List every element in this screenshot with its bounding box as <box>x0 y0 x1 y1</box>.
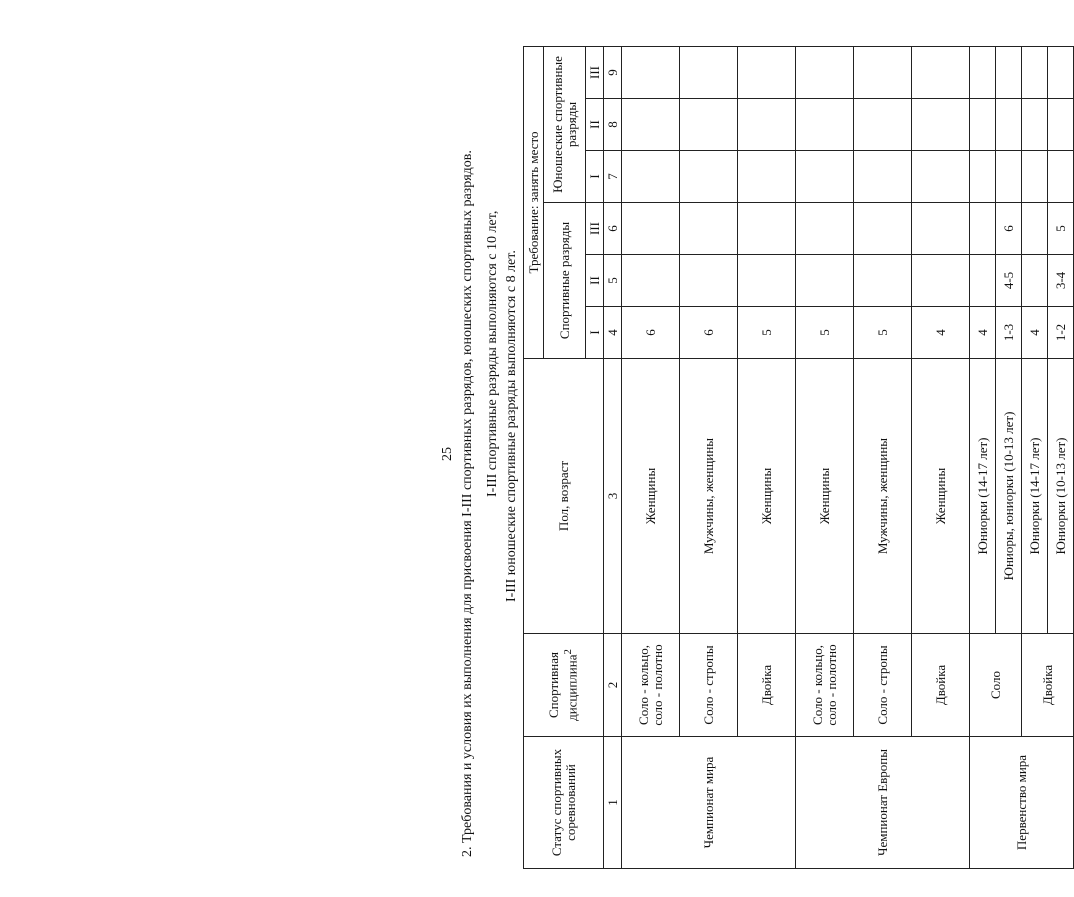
rank-II-cell <box>912 255 970 307</box>
column-number: 9 <box>604 46 622 98</box>
column-number: 1 <box>604 737 622 869</box>
rank-I-cell: 5 <box>796 307 854 359</box>
header-youth-rank-I: I <box>586 151 604 203</box>
rank-III-cell <box>970 203 996 255</box>
header-rank-III: III <box>586 203 604 255</box>
discipline-cell: Соло - стропы <box>680 634 738 737</box>
rank-III-cell <box>622 203 680 255</box>
rank-I-cell: 1-3 <box>996 307 1022 359</box>
status-cell: Первенство мира <box>970 737 1074 869</box>
rank-II-cell <box>970 255 996 307</box>
rank-III-cell <box>796 203 854 255</box>
sex-age-cell: Юниорки (14-17 лет) <box>1022 359 1048 634</box>
sex-age-cell: Женщины <box>622 359 680 634</box>
youth-rank-cell <box>970 46 996 98</box>
rank-I-cell: 4 <box>1022 307 1048 359</box>
rank-II-cell <box>622 255 680 307</box>
column-number: 3 <box>604 359 622 634</box>
youth-rank-cell <box>622 151 680 203</box>
rank-I-cell: 4 <box>912 307 970 359</box>
sex-age-cell: Женщины <box>738 359 796 634</box>
rank-III-cell <box>1022 203 1048 255</box>
rank-III-cell <box>854 203 912 255</box>
sex-age-cell: Юниорки (10-13 лет) <box>1048 359 1074 634</box>
status-cell: Чемпионат Европы <box>796 737 970 869</box>
rank-I-cell: 6 <box>680 307 738 359</box>
youth-rank-cell <box>622 46 680 98</box>
header-rank-I: I <box>586 307 604 359</box>
youth-rank-cell <box>970 151 996 203</box>
rank-III-cell: 6 <box>996 203 1022 255</box>
header-status: Статус спортивных соревнований <box>524 737 604 869</box>
youth-rank-cell <box>1022 46 1048 98</box>
youth-rank-cell <box>738 46 796 98</box>
discipline-cell: Двойка <box>738 634 796 737</box>
discipline-cell: Соло <box>970 634 1022 737</box>
table-row <box>970 46 996 868</box>
youth-rank-cell <box>996 151 1022 203</box>
header-requirement: Требование: занять место <box>524 46 544 358</box>
youth-rank-cell <box>738 99 796 151</box>
sex-age-cell: Женщины <box>796 359 854 634</box>
rank-III-cell: 5 <box>1048 203 1074 255</box>
rank-III-cell <box>738 203 796 255</box>
youth-rank-cell <box>1022 99 1048 151</box>
discipline-cell: Двойка <box>1022 634 1074 737</box>
header-rank-II: II <box>586 255 604 307</box>
rank-I-cell: 6 <box>622 307 680 359</box>
youth-rank-cell <box>1022 151 1048 203</box>
discipline-cell: Соло - стропы <box>854 634 912 737</box>
youth-rank-cell <box>854 151 912 203</box>
header-youth-ranks: Юношеские спортивные разряды <box>544 46 586 202</box>
rank-III-cell <box>912 203 970 255</box>
table-row <box>622 46 680 868</box>
youth-rank-cell <box>912 99 970 151</box>
rank-I-cell: 5 <box>854 307 912 359</box>
youth-rank-cell <box>680 151 738 203</box>
rank-II-cell <box>738 255 796 307</box>
youth-rank-cell <box>796 46 854 98</box>
youth-rank-cell <box>970 99 996 151</box>
youth-rank-cell <box>796 151 854 203</box>
sex-age-cell: Мужчины, женщины <box>680 359 738 634</box>
rank-II-cell <box>1022 255 1048 307</box>
discipline-cell: Двойка <box>912 634 970 737</box>
youth-rank-cell <box>912 46 970 98</box>
column-number: 5 <box>604 255 622 307</box>
discipline-cell: Соло - кольцо, соло - полотно <box>796 634 854 737</box>
table-row <box>796 46 854 868</box>
youth-rank-cell <box>796 99 854 151</box>
rank-II-cell: 3-4 <box>1048 255 1074 307</box>
header-sport-ranks: Спортивные разряды <box>544 203 586 359</box>
requirements-table <box>523 46 1074 869</box>
discipline-cell: Соло - кольцо, соло - полотно <box>622 634 680 737</box>
column-number: 7 <box>604 151 622 203</box>
youth-rank-cell <box>854 99 912 151</box>
youth-rank-cell <box>1048 151 1074 203</box>
heading-line-2: I-III спортивные разряды выполняются с 10 лет, <box>485 210 500 497</box>
youth-rank-cell <box>996 99 1022 151</box>
sex-age-cell: Юниоры, юниорки (10-13 лет) <box>996 359 1022 634</box>
youth-rank-cell <box>622 99 680 151</box>
rank-I-cell: 4 <box>970 307 996 359</box>
youth-rank-cell <box>738 151 796 203</box>
column-number: 4 <box>604 307 622 359</box>
heading-line-3: I-III юношеские спортивные разряды выполняются с 8 лет. <box>504 250 519 602</box>
youth-rank-cell <box>1048 46 1074 98</box>
sex-age-cell: Юниорки (14-17 лет) <box>970 359 996 634</box>
rank-I-cell: 1-2 <box>1048 307 1074 359</box>
header-discipline-footnote: 2 <box>562 649 575 655</box>
page-number: 25 <box>440 447 455 461</box>
rank-I-cell: 5 <box>738 307 796 359</box>
column-number: 8 <box>604 99 622 151</box>
youth-rank-cell <box>854 46 912 98</box>
rank-II-cell <box>796 255 854 307</box>
rank-II-cell <box>680 255 738 307</box>
youth-rank-cell <box>680 46 738 98</box>
header-discipline <box>524 634 604 737</box>
rank-II-cell <box>854 255 912 307</box>
rank-II-cell: 4-5 <box>996 255 1022 307</box>
column-number: 6 <box>604 203 622 255</box>
status-cell: Чемпионат мира <box>622 737 796 869</box>
youth-rank-cell <box>680 99 738 151</box>
column-number: 2 <box>604 634 622 737</box>
youth-rank-cell <box>1048 99 1074 151</box>
header-youth-rank-II: II <box>586 99 604 151</box>
sex-age-cell: Женщины <box>912 359 970 634</box>
rank-III-cell <box>680 203 738 255</box>
sex-age-cell: Мужчины, женщины <box>854 359 912 634</box>
header-sex-age: Пол, возраст <box>524 359 604 634</box>
header-youth-rank-III: III <box>586 46 604 98</box>
youth-rank-cell <box>996 46 1022 98</box>
youth-rank-cell <box>912 151 970 203</box>
header-discipline-text: Спортивная дисциплина <box>546 652 580 721</box>
heading-line-1: 2. Требования и условия их выполнения для присвоения I-III спортивных разрядов, юношеских спортивных разрядов. <box>460 150 475 857</box>
